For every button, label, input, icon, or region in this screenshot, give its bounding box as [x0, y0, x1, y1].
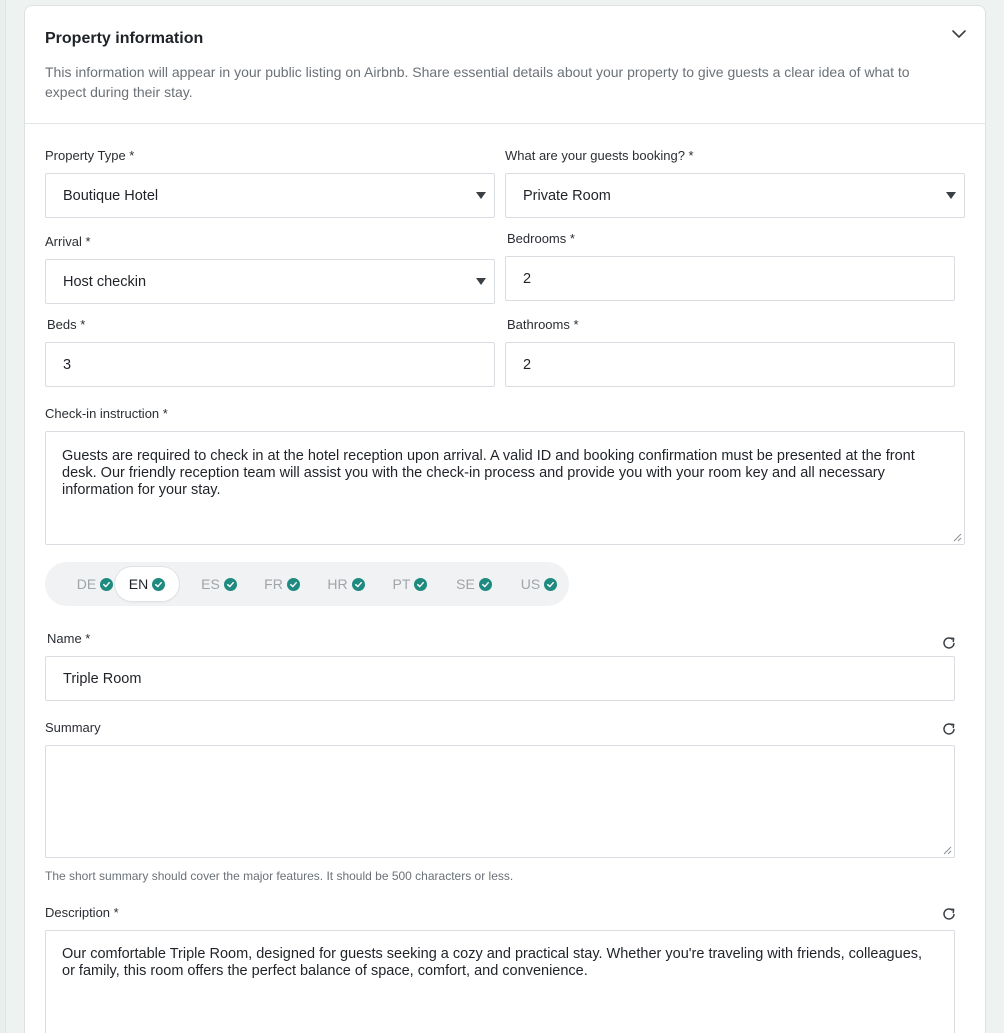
- refresh-icon[interactable]: [941, 721, 957, 737]
- bedrooms-input[interactable]: [505, 256, 955, 301]
- tab-language-us[interactable]: [507, 567, 571, 601]
- caret-down-icon: [946, 192, 956, 199]
- tab-language-pt[interactable]: [378, 567, 442, 601]
- booking-value: Private Room: [523, 187, 611, 204]
- check-circle-icon: [287, 578, 300, 591]
- property-type-select[interactable]: [45, 173, 495, 218]
- tab-language-en[interactable]: [115, 567, 179, 601]
- refresh-icon[interactable]: [941, 906, 957, 922]
- language-tabs: [45, 562, 569, 606]
- language-code: ES: [201, 576, 220, 592]
- resize-grip-icon[interactable]: [942, 845, 952, 855]
- card-header[interactable]: [25, 6, 985, 124]
- name-input[interactable]: [45, 656, 955, 701]
- tab-language-fr[interactable]: [250, 567, 314, 601]
- booking-label: What are your guests booking? *: [505, 148, 694, 163]
- resize-grip-icon[interactable]: [952, 532, 962, 542]
- caret-down-icon: [476, 192, 486, 199]
- language-code: SE: [456, 576, 475, 592]
- bedrooms-value: 2: [523, 270, 532, 287]
- bathrooms-value: 2: [523, 356, 532, 373]
- check-circle-icon: [100, 578, 113, 591]
- beds-input[interactable]: [45, 342, 495, 387]
- language-code: EN: [128, 576, 149, 592]
- booking-select[interactable]: [505, 173, 965, 218]
- arrival-select[interactable]: [45, 259, 495, 304]
- card-description: This information will appear in your public listing on Airbnb. Share essential details about your property to give guests a clear idea of what to expect during their stay.: [45, 64, 910, 100]
- description-textarea[interactable]: [45, 930, 955, 1033]
- check-circle-icon: [544, 578, 557, 591]
- tab-language-hr[interactable]: [314, 567, 378, 601]
- name-label: Name *: [47, 631, 91, 646]
- tab-language-se[interactable]: [442, 567, 506, 601]
- arrival-label: Arrival *: [45, 234, 91, 249]
- checkin-instruction-textarea[interactable]: [45, 431, 965, 545]
- page-left-edge: [0, 0, 6, 1033]
- language-code: HR: [327, 576, 348, 592]
- arrival-value: Host checkin: [63, 273, 147, 290]
- check-circle-icon: [414, 578, 427, 591]
- description-label: Description *: [45, 905, 119, 920]
- check-circle-icon: [479, 578, 492, 591]
- refresh-icon[interactable]: [941, 635, 957, 651]
- beds-label: Beds *: [47, 317, 86, 332]
- bathrooms-label: Bathrooms *: [507, 317, 579, 332]
- checkin-instruction-label: Check-in instruction *: [45, 406, 168, 421]
- caret-down-icon: [476, 278, 486, 285]
- language-code: US: [520, 576, 541, 592]
- checkin-instruction-value: Guests are required to check in at the hotel reception upon arrival. A valid ID and booking confirmation must be presented at the front desk. Our friendly reception team will assist you with the check-in process and provide you with your room key and all necessary information for your stay.: [62, 448, 915, 498]
- summary-hint: The short summary should cover the major features. It should be 500 characters or less.: [45, 869, 514, 883]
- summary-textarea[interactable]: [45, 745, 955, 858]
- beds-value: 3: [63, 356, 72, 373]
- language-code: PT: [392, 576, 411, 592]
- card-title: Property information: [45, 30, 204, 47]
- property-type-label: Property Type *: [45, 148, 135, 163]
- name-value: Triple Room: [63, 670, 142, 687]
- property-type-value: Boutique Hotel: [63, 187, 159, 204]
- language-code: FR: [264, 576, 283, 592]
- description-value: Our comfortable Triple Room, designed for guests seeking a cozy and practical stay. Whether you're traveling with friends, colleagues, or family, this room offers the perfect balance of space, comfort, and convenience.: [62, 946, 923, 979]
- bedrooms-label: Bedrooms *: [507, 231, 575, 246]
- check-circle-icon: [152, 578, 165, 591]
- tab-language-es[interactable]: [187, 567, 251, 601]
- summary-label: Summary: [45, 720, 101, 735]
- bathrooms-input[interactable]: [505, 342, 955, 387]
- language-code: DE: [76, 576, 97, 592]
- check-circle-icon: [352, 578, 365, 591]
- chevron-down-icon[interactable]: [949, 24, 969, 44]
- property-information-card: [24, 5, 986, 1033]
- check-circle-icon: [224, 578, 237, 591]
